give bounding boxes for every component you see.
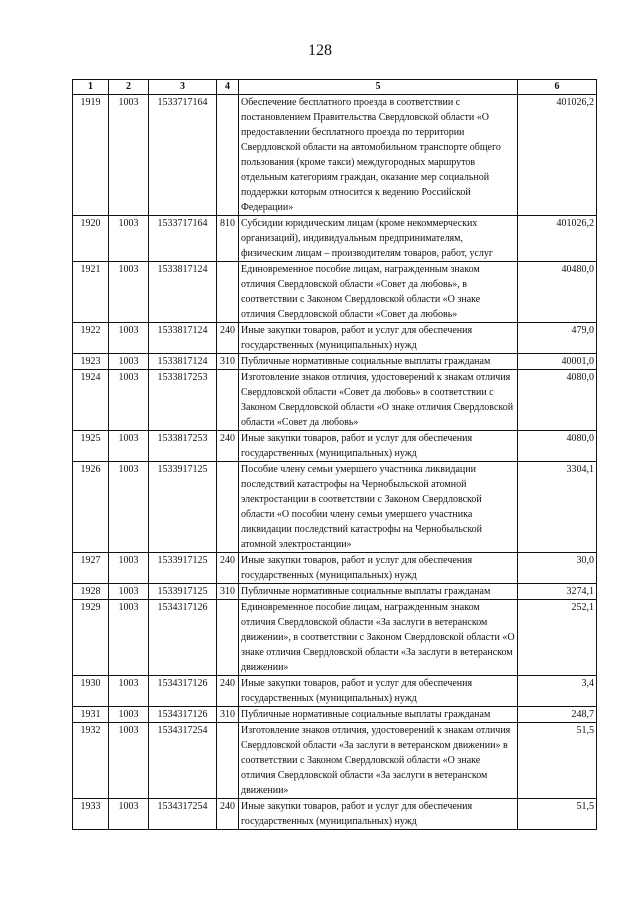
expense-kind-code bbox=[217, 723, 239, 799]
amount: 479,0 bbox=[518, 323, 597, 354]
budget-table bbox=[72, 79, 597, 830]
expense-kind-code: 310 bbox=[217, 354, 239, 370]
target-article-code: 1533817124 bbox=[149, 323, 217, 354]
amount: 3,4 bbox=[518, 676, 597, 707]
target-article-code: 1534317254 bbox=[149, 723, 217, 799]
amount: 4080,0 bbox=[518, 370, 597, 431]
amount: 40480,0 bbox=[518, 262, 597, 323]
expense-name: Изготовление знаков отличия, удостоверений к знакам отличия Свердловской области «За заслуги в ветеранском движении» в соответствии с Законом Свердловской области «О знаке отличия Свердловской области «За заслуги в ветеранском движении» bbox=[239, 723, 518, 799]
table-row bbox=[73, 799, 597, 830]
expense-name: Иные закупки товаров, работ и услуг для обеспечения государственных (муниципальных) нужд bbox=[239, 799, 518, 830]
section-code: 1003 bbox=[109, 216, 149, 262]
header-expense-kind: 4 bbox=[217, 80, 239, 95]
header-amount: 6 bbox=[518, 80, 597, 95]
row-number: 1932 bbox=[73, 723, 109, 799]
row-number: 1927 bbox=[73, 553, 109, 584]
row-number: 1928 bbox=[73, 584, 109, 600]
amount: 4080,0 bbox=[518, 431, 597, 462]
expense-name: Пособие члену семьи умершего участника ликвидации последствий катастрофы на Чернобыльской атомной электростанции в соответствии с Законом Свердловской области «О пособии члену семьи умершего участника ликвидации последствий катастрофы на Чернобыльской атомной электростанции» bbox=[239, 462, 518, 553]
expense-name: Иные закупки товаров, работ и услуг для обеспечения государственных (муниципальных) нужд bbox=[239, 676, 518, 707]
amount: 248,7 bbox=[518, 707, 597, 723]
amount: 252,1 bbox=[518, 600, 597, 676]
expense-name: Иные закупки товаров, работ и услуг для обеспечения государственных (муниципальных) нужд bbox=[239, 553, 518, 584]
expense-kind-code: 310 bbox=[217, 707, 239, 723]
amount: 30,0 bbox=[518, 553, 597, 584]
section-code: 1003 bbox=[109, 723, 149, 799]
row-number: 1922 bbox=[73, 323, 109, 354]
expense-kind-code: 240 bbox=[217, 323, 239, 354]
section-code: 1003 bbox=[109, 799, 149, 830]
target-article-code: 1533817124 bbox=[149, 354, 217, 370]
section-code: 1003 bbox=[109, 676, 149, 707]
row-number: 1923 bbox=[73, 354, 109, 370]
expense-name: Публичные нормативные социальные выплаты гражданам bbox=[239, 707, 518, 723]
section-code: 1003 bbox=[109, 462, 149, 553]
table-row bbox=[73, 707, 597, 723]
amount: 51,5 bbox=[518, 799, 597, 830]
section-code: 1003 bbox=[109, 431, 149, 462]
target-article-code: 1533817124 bbox=[149, 262, 217, 323]
expense-kind-code bbox=[217, 262, 239, 323]
amount: 3274,1 bbox=[518, 584, 597, 600]
target-article-code: 1534317126 bbox=[149, 676, 217, 707]
expense-kind-code: 240 bbox=[217, 799, 239, 830]
header-name: 5 bbox=[239, 80, 518, 95]
target-article-code: 1534317126 bbox=[149, 600, 217, 676]
table-row bbox=[73, 262, 597, 323]
section-code: 1003 bbox=[109, 584, 149, 600]
table-row bbox=[73, 584, 597, 600]
header-section: 2 bbox=[109, 80, 149, 95]
expense-kind-code bbox=[217, 370, 239, 431]
expense-name: Обеспечение бесплатного проезда в соответствии с постановлением Правительства Свердловской области «О предоставлении бесплатного проезда по территории Свердловской области на автомобильном транспорте общего пользования (кроме такси) междугородных маршрутов отдельным категориям граждан, оказание мер социальной поддержки которым относится к ведению Российской Федерации» bbox=[239, 95, 518, 216]
expense-name: Единовременное пособие лицам, награжденным знаком отличия Свердловской области «За заслуги в ветеранском движении», в соответствии с Законом Свердловской области «О знаке отличия Свердловской области «За заслуги в ветеранском движении» bbox=[239, 600, 518, 676]
expense-kind-code: 240 bbox=[217, 431, 239, 462]
expense-kind-code: 240 bbox=[217, 676, 239, 707]
expense-name: Субсидии юридическим лицам (кроме некоммерческих организаций), индивидуальным предпринимателям, физическим лицам – производителям товаров, работ, услуг bbox=[239, 216, 518, 262]
expense-name: Иные закупки товаров, работ и услуг для обеспечения государственных (муниципальных) нужд bbox=[239, 323, 518, 354]
table-row bbox=[73, 462, 597, 553]
row-number: 1921 bbox=[73, 262, 109, 323]
section-code: 1003 bbox=[109, 262, 149, 323]
page-number: 128 bbox=[308, 42, 332, 59]
amount: 3304,1 bbox=[518, 462, 597, 553]
section-code: 1003 bbox=[109, 553, 149, 584]
header-target-article: 3 bbox=[149, 80, 217, 95]
expense-kind-code bbox=[217, 95, 239, 216]
target-article-code: 1533917125 bbox=[149, 584, 217, 600]
amount: 401026,2 bbox=[518, 95, 597, 216]
target-article-code: 1533817253 bbox=[149, 431, 217, 462]
table-row bbox=[73, 354, 597, 370]
section-code: 1003 bbox=[109, 323, 149, 354]
table-header-row bbox=[73, 80, 597, 95]
table-row bbox=[73, 553, 597, 584]
amount: 51,5 bbox=[518, 723, 597, 799]
table-row bbox=[73, 723, 597, 799]
table-row bbox=[73, 370, 597, 431]
table-row bbox=[73, 95, 597, 216]
section-code: 1003 bbox=[109, 600, 149, 676]
row-number: 1933 bbox=[73, 799, 109, 830]
expense-kind-code: 240 bbox=[217, 553, 239, 584]
expense-kind-code: 310 bbox=[217, 584, 239, 600]
section-code: 1003 bbox=[109, 370, 149, 431]
row-number: 1920 bbox=[73, 216, 109, 262]
target-article-code: 1533917125 bbox=[149, 462, 217, 553]
amount: 40001,0 bbox=[518, 354, 597, 370]
amount: 401026,2 bbox=[518, 216, 597, 262]
table-row bbox=[73, 323, 597, 354]
target-article-code: 1533817253 bbox=[149, 370, 217, 431]
target-article-code: 1534317254 bbox=[149, 799, 217, 830]
row-number: 1924 bbox=[73, 370, 109, 431]
target-article-code: 1533717164 bbox=[149, 95, 217, 216]
row-number: 1919 bbox=[73, 95, 109, 216]
expense-name: Изготовление знаков отличия, удостоверений к знакам отличия Свердловской области «Совет да любовь» в соответствии с Законом Свердловской области «О знаке отличия Свердловской области «Совет да любовь» bbox=[239, 370, 518, 431]
expense-kind-code bbox=[217, 600, 239, 676]
expense-name: Публичные нормативные социальные выплаты гражданам bbox=[239, 354, 518, 370]
table-row bbox=[73, 431, 597, 462]
table-row bbox=[73, 216, 597, 262]
target-article-code: 1534317126 bbox=[149, 707, 217, 723]
row-number: 1929 bbox=[73, 600, 109, 676]
target-article-code: 1533917125 bbox=[149, 553, 217, 584]
row-number: 1931 bbox=[73, 707, 109, 723]
expense-name: Единовременное пособие лицам, награжденным знаком отличия Свердловской области «Совет да любовь», в соответствии с Законом Свердловской области «О знаке отличия Свердловской области «Совет да любовь» bbox=[239, 262, 518, 323]
header-row-number: 1 bbox=[73, 80, 109, 95]
target-article-code: 1533717164 bbox=[149, 216, 217, 262]
table-row bbox=[73, 600, 597, 676]
section-code: 1003 bbox=[109, 707, 149, 723]
section-code: 1003 bbox=[109, 95, 149, 216]
row-number: 1926 bbox=[73, 462, 109, 553]
table-row bbox=[73, 676, 597, 707]
section-code: 1003 bbox=[109, 354, 149, 370]
expense-name: Публичные нормативные социальные выплаты гражданам bbox=[239, 584, 518, 600]
expense-name: Иные закупки товаров, работ и услуг для обеспечения государственных (муниципальных) нужд bbox=[239, 431, 518, 462]
row-number: 1930 bbox=[73, 676, 109, 707]
expense-kind-code bbox=[217, 462, 239, 553]
expense-kind-code: 810 bbox=[217, 216, 239, 262]
row-number: 1925 bbox=[73, 431, 109, 462]
